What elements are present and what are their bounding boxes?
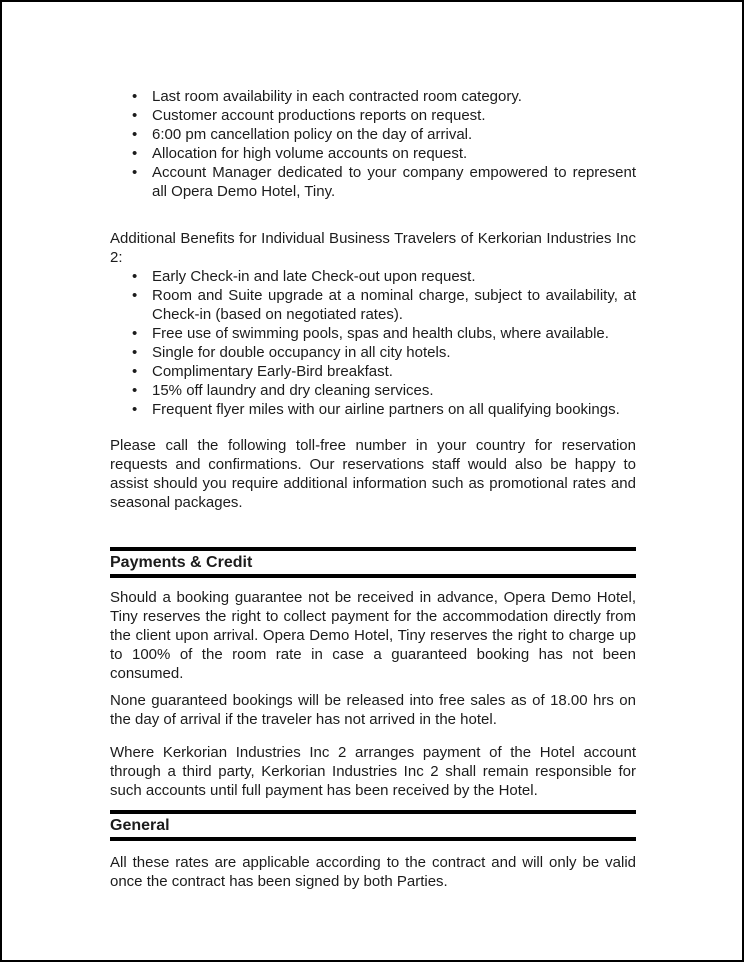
individual-benefits-intro: Additional Benefits for Individual Business Travelers of Kerkorian Industries Inc 2: xyxy=(110,230,636,266)
bullet-icon: • xyxy=(132,344,138,361)
payments-paragraph: Where Kerkorian Industries Inc 2 arranges payment of the Hotel account through a third party, Kerkorian Industries Inc 2 shall remain responsible for such accounts until full payment has been received by the Hotel. xyxy=(110,744,636,799)
list-item-text: 15% off laundry and dry cleaning services. xyxy=(152,382,434,399)
bullet-icon: • xyxy=(132,145,138,162)
list-item xyxy=(110,125,636,144)
list-item xyxy=(110,286,636,324)
benefits-list xyxy=(110,87,636,201)
list-item-text: Customer account productions reports on request. xyxy=(152,107,486,124)
list-item-text: 6:00 pm cancellation policy on the day of arrival. xyxy=(152,126,473,143)
list-item xyxy=(110,267,636,286)
bullet-icon: • xyxy=(132,287,138,304)
bullet-icon: • xyxy=(132,107,138,124)
reservations-paragraph: Please call the following toll-free number in your country for reservation requests and confirmations. Our reservations staff would also be happy to assist should you require additional information such as promotional rates and seasonal packages. xyxy=(110,437,636,511)
list-item xyxy=(110,362,636,381)
list-item xyxy=(110,163,636,201)
payments-paragraph: Should a booking guarantee not be received in advance, Opera Demo Hotel, Tiny reserves the right to collect payment for the accommodation directly from the client upon arrival. Opera Demo Hotel, Tiny reserves the right to charge up to 100% of the room rate in case a guaranteed booking has not been consumed. xyxy=(110,589,636,682)
general-paragraph: All these rates are applicable according to the contract and will only be valid once the contract has been signed by both Parties. xyxy=(110,854,636,890)
list-item xyxy=(110,324,636,343)
list-item xyxy=(110,343,636,362)
list-item xyxy=(110,400,636,419)
list-item-text: Single for double occupancy in all city hotels. xyxy=(152,344,451,361)
individual-benefits-list xyxy=(110,267,636,419)
bullet-icon: • xyxy=(132,88,138,105)
list-item xyxy=(110,87,636,106)
bullet-icon: • xyxy=(132,325,138,342)
bullet-icon: • xyxy=(132,126,138,143)
list-item-text: Complimentary Early-Bird breakfast. xyxy=(152,363,393,380)
list-item-text: Early Check-in and late Check-out upon request. xyxy=(152,268,476,285)
bullet-icon: • xyxy=(132,164,138,181)
payments-credit-heading: Payments & Credit xyxy=(110,547,636,578)
list-item xyxy=(110,106,636,125)
bullet-icon: • xyxy=(132,363,138,380)
list-item-text: Free use of swimming pools, spas and health clubs, where available. xyxy=(152,325,609,342)
payments-paragraph: None guaranteed bookings will be released into free sales as of 18.00 hrs on the day of arrival if the traveler has not arrived in the hotel. xyxy=(110,692,636,728)
list-item-text: Frequent flyer miles with our airline partners on all qualifying bookings. xyxy=(152,401,620,418)
list-item-text: Allocation for high volume accounts on request. xyxy=(152,145,468,162)
bullet-icon: • xyxy=(132,401,138,418)
bullet-icon: • xyxy=(132,268,138,285)
list-item xyxy=(110,144,636,163)
list-item-text: Room and Suite upgrade at a nominal charge, subject to availability, at Check-in (based on negotiated rates). xyxy=(152,287,636,323)
list-item xyxy=(110,381,636,400)
list-item-text: Last room availability in each contracted room category. xyxy=(152,88,522,105)
list-item-text: Account Manager dedicated to your company empowered to represent all Opera Demo Hotel, Tiny. xyxy=(152,164,636,200)
bullet-icon: • xyxy=(132,382,138,399)
general-heading: General xyxy=(110,810,636,841)
